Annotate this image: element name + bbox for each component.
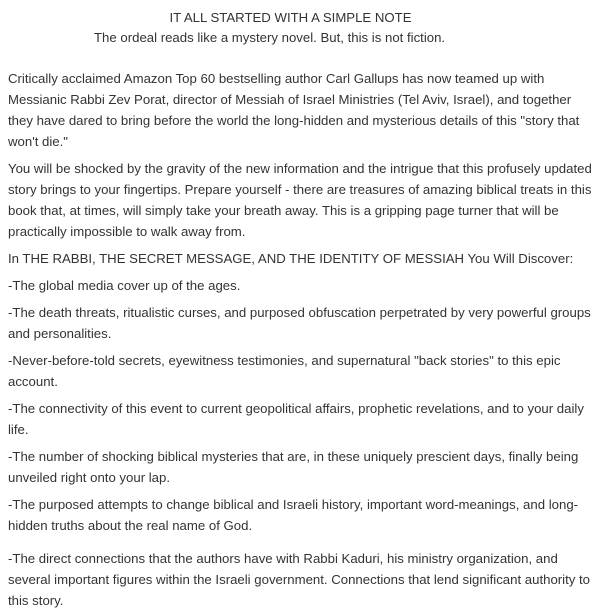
- list-item: -The connectivity of this event to current geopolitical affairs, prophetic revelations, and to your daily life.: [8, 401, 584, 437]
- list-item: -The purposed attempts to change biblical and Israeli history, important word-meanings, and long-hidden truths about the real name of God.: [8, 497, 579, 533]
- list-item: -The number of shocking biblical mysteries that are, in these uniquely prescient days, finally being unveiled right onto your lap.: [8, 449, 579, 485]
- list-item: -The global media cover up of the ages.: [8, 278, 241, 293]
- page-title: IT ALL STARTED WITH A SIMPLE NOTE: [169, 10, 412, 25]
- list-item: -Never-before-told secrets, eyewitness testimonies, and supernatural "back stories" to this epic account.: [8, 353, 561, 389]
- list-item: -The death threats, ritualistic curses, and purposed obfuscation perpetrated by very powerful groups and personalities.: [8, 305, 591, 341]
- second-paragraph: You will be shocked by the gravity of the new information and the intrigue that this profusely updated story brings to your fingertips. Prepare yourself - there are treasures of amazing biblical treats in this book that, at times, will simply take your breath away. This is a gripping page turner that will be practically impossible to walk away from.: [8, 161, 592, 239]
- spacer: [8, 48, 600, 68]
- page-subtitle: The ordeal reads like a mystery novel. But, this is not fiction.: [94, 30, 446, 45]
- intro-paragraph: Critically acclaimed Amazon Top 60 bestselling author Carl Gallups has now teamed up with Messianic Rabbi Zev Porat, director of Messiah of Israel Ministries (Tel Aviv, Israel), and together they have dared to bring before the world the long-hidden and mysterious details of this "story that won't die.": [8, 71, 580, 149]
- list-item: -The direct connections that the authors have with Rabbi Kaduri, his ministry organization, and several important figures within the Israeli government. Connections that lend significant authority to this story.: [8, 551, 591, 608]
- discover-heading: In THE RABBI, THE SECRET MESSAGE, AND THE IDENTITY OF MESSIAH You Will Discover:: [8, 251, 574, 266]
